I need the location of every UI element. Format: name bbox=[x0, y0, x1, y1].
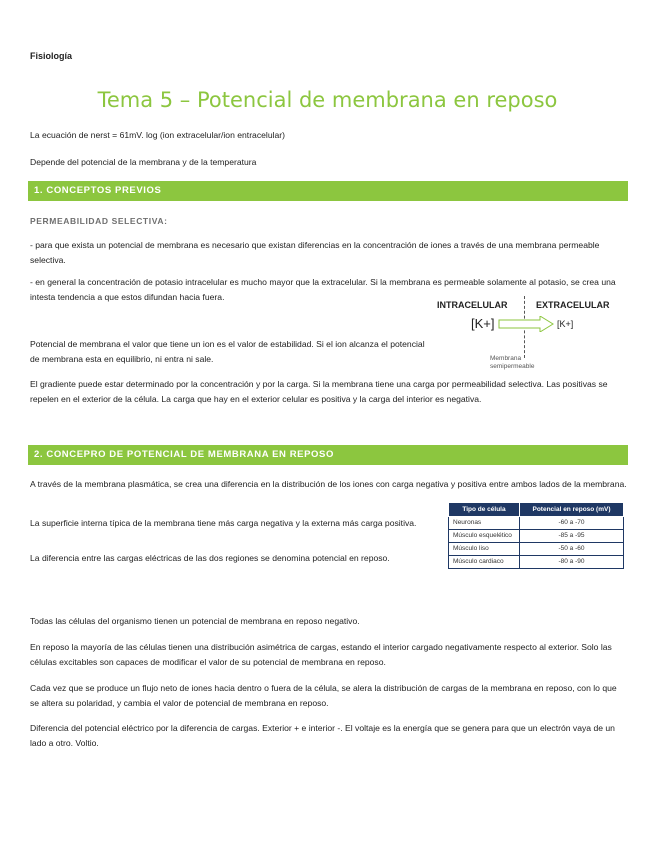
table-row: Músculo cardiaco -80 a -90 bbox=[449, 556, 624, 569]
paragraph-asymmetric: En reposo la mayoría de las células tienen una distribución asimétrica de cargas, estando el interior cargado negativamente respecto al exterior. Solo las células excitables son capaces de modificar el valor de su potencial de membrana en reposo. bbox=[30, 642, 612, 667]
resting-potential-table bbox=[448, 502, 624, 569]
potassium-outside: [K+] bbox=[557, 319, 574, 329]
potassium-diffusion-diagram bbox=[432, 296, 622, 376]
nernst-equation: La ecuación de nerst = 61mV. log (ion extracelular/ion entracelular) bbox=[30, 130, 286, 140]
paragraph-all-cells: Todas las células del organismo tienen un potencial de membrana en reposo negativo. bbox=[30, 616, 360, 626]
membrane-caption: Membrana semipermeable bbox=[490, 355, 535, 370]
table-header-potential: Potencial en reposo (mV) bbox=[520, 503, 624, 517]
permeabilidad-subheading: PERMEABILIDAD SELECTIVA: bbox=[30, 216, 168, 226]
section-1-heading: 1. CONCEPTOS PREVIOS bbox=[28, 181, 628, 201]
extracelular-label: EXTRACELULAR bbox=[536, 300, 610, 310]
temperature-note: Depende del potencial de la membrana y de la temperatura bbox=[30, 157, 257, 167]
paragraph-distribution: A través de la membrana plasmática, se crea una diferencia en la distribución de los iones con carga negativa y positiva entre ambos lados de la membrana. bbox=[30, 479, 627, 489]
potassium-inside: [K+] bbox=[471, 316, 495, 331]
paragraph-potassium: - en general la concentración de potasio intracelular es mucho mayor que la extracelular. Si la membrana es permeable solamente al potasio, se crea una intesta tendencia a que estos difundan hacia fuera. bbox=[30, 277, 616, 302]
intracelular-label: INTRACELULAR bbox=[437, 300, 508, 310]
paragraph-resting-potential: La diferencia entre las cargas eléctricas de las dos regiones se denomina potencial en reposo. bbox=[30, 553, 390, 563]
paragraph-permeability: - para que exista un potencial de membrana es necesario que existan diferencias en la concentración de iones a través de una membrana permeable selectiva. bbox=[30, 240, 600, 265]
section-2-heading: 2. CONCEPRO DE POTENCIAL DE MEMBRANA EN REPOSO bbox=[28, 445, 628, 465]
page-title: Tema 5 – Potencial de membrana en reposo bbox=[97, 88, 558, 112]
paragraph-gradient: El gradiente puede estar determinado por la concentración y por la carga. Si la membrana tiene una carga por permeabilidad selectiva. Las positivas se repelen en el exterior de la célula. La carga que hay en el exterior celular es positiva y la carga del interior es negativa. bbox=[30, 379, 608, 404]
diffusion-arrow-icon bbox=[498, 316, 554, 332]
paragraph-ion-flow: Cada vez que se produce un flujo neto de iones hacia dentro o fuera de la célula, se alera la distribución de cargas de la membrana en reposo, con lo que se altera su polaridad, y cambia el valor de potencial de membrana en reposo. bbox=[30, 683, 617, 708]
table-row: Músculo esquelético -85 a -95 bbox=[449, 530, 624, 543]
table-header-cell-type: Tipo de célula bbox=[449, 503, 520, 517]
paragraph-internal-surface: La superficie interna típica de la membrana tiene más carga negativa y la externa más carga positiva. bbox=[30, 518, 417, 528]
paragraph-voltage: Diferencia del potencial eléctrico por la diferencia de cargas. Exterior + e interior -. El voltaje es la energía que se genera para que un electrón vaya de un lado a otro. Voltio. bbox=[30, 723, 615, 748]
table-row: Músculo liso -50 a -60 bbox=[449, 543, 624, 556]
paragraph-equilibrium: Potencial de membrana el valor que tiene un ion es el valor de estabilidad. Si el ion alcanza el potencial de membrana esta en equilibrio, ni entra ni sale. bbox=[30, 339, 425, 364]
subject-label: Fisiología bbox=[30, 51, 73, 61]
table-row: Neuronas -60 a -70 bbox=[449, 517, 624, 530]
